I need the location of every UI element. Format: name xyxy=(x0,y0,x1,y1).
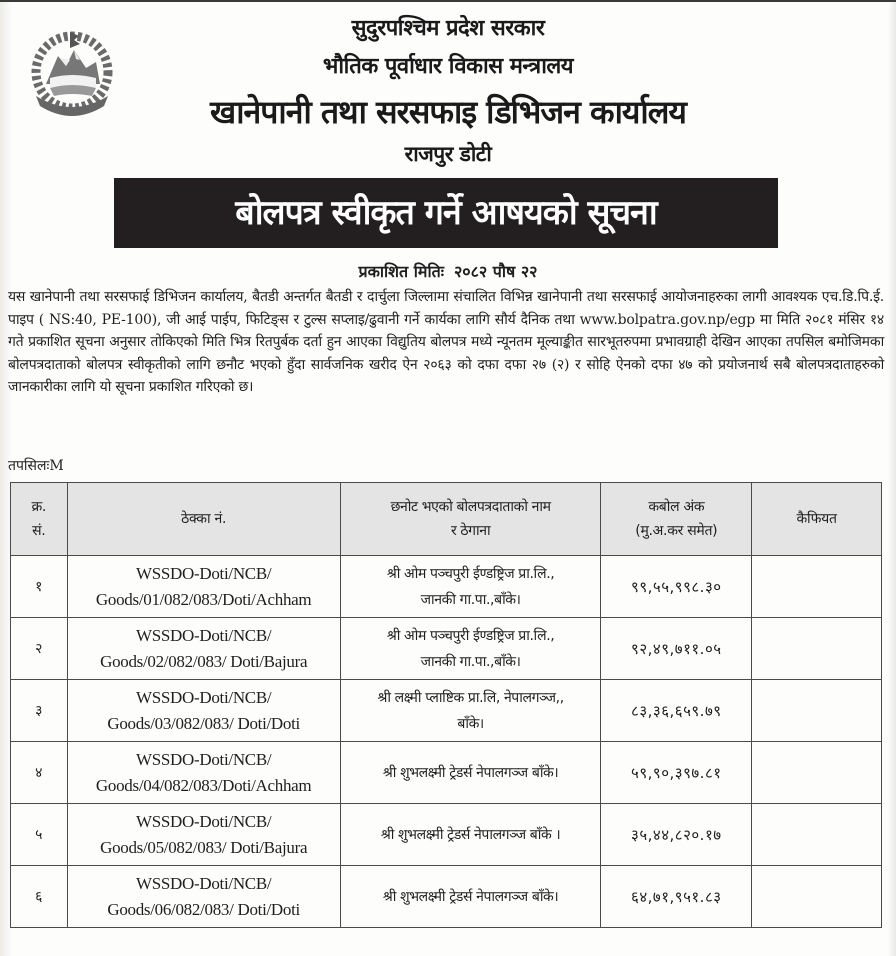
header-remarks: कैफियत xyxy=(752,483,882,556)
office-heading: खानेपानी तथा सरसफाइ डिभिजन कार्यालय xyxy=(210,93,686,131)
remarks-cell xyxy=(752,804,882,866)
bid-amount-cell: ५९,९०,३९७.८१ xyxy=(601,742,752,804)
header-bidder-name-address: छनोट भएको बोलपत्रदाताको नाम र ठेगाना xyxy=(340,483,601,556)
remarks-cell xyxy=(752,866,882,928)
contract-number-cell: WSSDO-Doti/NCB/ Goods/06/082/083/ Doti/Doti xyxy=(67,866,340,928)
table-row xyxy=(11,680,882,742)
remarks-cell xyxy=(752,742,882,804)
serial-number-cell: २ xyxy=(11,618,68,680)
bid-amount-cell: ८३,३६,६५९.७९ xyxy=(601,680,752,742)
header-serial-number: क्र. सं. xyxy=(11,483,68,556)
bid-amount-cell: ९९,५५,९९८.३० xyxy=(601,556,752,618)
table-row xyxy=(11,556,882,618)
bidder-cell: श्री शुभलक्ष्मी ट्रेडर्स नेपालगञ्ज बाँके । xyxy=(340,804,601,866)
published-date-label: प्रकाशित मितिः xyxy=(358,262,444,281)
published-date-line xyxy=(0,260,896,282)
top-border xyxy=(0,0,896,2)
contract-number-cell: WSSDO-Doti/NCB/ Goods/05/082/083/ Doti/Bajura xyxy=(67,804,340,866)
bidder-cell: श्री ओम पञ्चपुरी ईण्डष्ट्रिज प्रा.लि., जानकी गा.पा.,बाँके। xyxy=(340,618,601,680)
province-government-heading: सुदुरपश्चिम प्रदेश सरकार xyxy=(351,16,545,41)
contract-number-cell: WSSDO-Doti/NCB/ Goods/02/082/083/ Doti/Bajura xyxy=(67,618,340,680)
table-row xyxy=(11,866,882,928)
published-date-value: २०८२ पौष २२ xyxy=(453,262,538,281)
header-bid-amount: कबोल अंक (मु.अ.कर समेत) xyxy=(601,483,752,556)
contract-number-cell: WSSDO-Doti/NCB/ Goods/03/082/083/ Doti/Doti xyxy=(67,680,340,742)
contract-number-cell: WSSDO-Doti/NCB/ Goods/04/082/083/Doti/Achham xyxy=(67,742,340,804)
header-contract-number: ठेक्का नं. xyxy=(67,483,340,556)
table-row xyxy=(11,742,882,804)
ministry-heading: भौतिक पूर्वाधार विकास मन्त्रालय xyxy=(322,54,574,79)
serial-number-cell: ३ xyxy=(11,680,68,742)
table-row xyxy=(11,804,882,866)
notice-title-banner: बोलपत्र स्वीकृत गर्ने आषयको सूचना xyxy=(114,178,778,248)
contract-number-cell: WSSDO-Doti/NCB/ Goods/01/082/083/Doti/Achham xyxy=(67,556,340,618)
bid-amount-cell: ९२,४९,७११.०५ xyxy=(601,618,752,680)
office-location: राजपुर डोटी xyxy=(404,142,492,166)
bid-amount-cell: ६४,७१,९५१.८३ xyxy=(601,866,752,928)
remarks-cell xyxy=(752,618,882,680)
bidder-cell: श्री शुभलक्ष्मी ट्रेडर्स नेपालगञ्ज बाँके। xyxy=(340,742,601,804)
serial-number-cell: ५ xyxy=(11,804,68,866)
notice-body-paragraph: यस खानेपानी तथा सरसफाई डिभिजन कार्यालय, बैतडी अन्तर्गत बैतडी र दार्चुला जिल्लामा संचालित विभिन्न खानेपानी तथा सरसफाई आयोजनाहरुका लागी आवश्यक एच.डि.पि.ई. पाइप ( NS:40, PE-100), जी आई पाईप, फिटिङ्स र टुल्स सप्लाइ/ढुवानी गर्ने कार्यका लागि सौर्य दैनिक तथा www.bolpatra.gov.np/egp मा मिति २०८१ मंसिर १४ गते प्रकाशित सूचना अनुसार तोकिएको मिति भित्र रितपुर्बक दर्ता हुन आएका विद्युतिय बोलपत्र मध्ये न्यूनतम मूल्याङ्कीत सारभूतरुपमा प्रभावग्राही देखिन आएका तपसिल बमोजिमका बोलपत्रदाताको बोलपत्र स्वीकृतीको लागि छनौट भएको हुँदा सार्वजनिक खरीद ऐन २०६३ को दफा दफा २७ (२) र सोहि ऐनको दफा ४७ को प्रयोजनार्थ सबै बोलपत्रदाताहरुको जानकारीका लागि यो सूचना प्रकाशित गरिएको छ। xyxy=(8,289,884,395)
bidder-cell: श्री लक्ष्मी प्लाष्टिक प्रा.लि, नेपालगञ्ज,, बाँके। xyxy=(340,680,601,742)
table-header-row xyxy=(11,483,882,556)
bidder-cell: श्री शुभलक्ष्मी ट्रेडर्स नेपालगञ्ज बाँके। xyxy=(340,866,601,928)
selected-bidders-table xyxy=(10,482,882,928)
serial-number-cell: ६ xyxy=(11,866,68,928)
table-row xyxy=(11,618,882,680)
remarks-cell xyxy=(752,680,882,742)
schedule-label: तपसिलःM xyxy=(8,458,64,474)
serial-number-cell: १ xyxy=(11,556,68,618)
bidder-cell: श्री ओम पञ्चपुरी ईण्डष्ट्रिज प्रा.लि., जानकी गा.पा.,बाँके। xyxy=(340,556,601,618)
serial-number-cell: ४ xyxy=(11,742,68,804)
bid-amount-cell: ३५,४४,८२०.१७ xyxy=(601,804,752,866)
remarks-cell xyxy=(752,556,882,618)
